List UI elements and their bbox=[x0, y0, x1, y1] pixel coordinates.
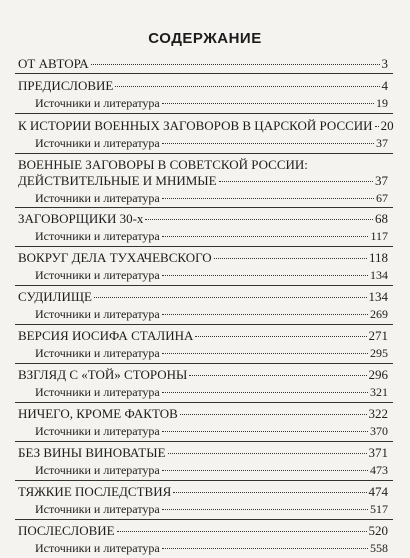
toc-entry-title: Источники и литература bbox=[35, 502, 160, 516]
toc-entry-title: Источники и литература bbox=[35, 346, 160, 360]
toc-entry bbox=[18, 289, 388, 305]
dot-leader bbox=[162, 275, 368, 276]
toc-subentry bbox=[35, 307, 388, 322]
toc-entry-title: СУДИЛИЩЕ bbox=[18, 289, 92, 304]
toc-entry-title: Источники и литература bbox=[35, 136, 160, 150]
dot-leader bbox=[91, 64, 380, 65]
dot-leader bbox=[162, 236, 369, 237]
section-divider bbox=[15, 441, 393, 442]
toc-entry-title: ДЕЙСТВИТЕЛЬНЫЕ И МНИМЫЕ bbox=[18, 173, 217, 188]
toc-entry-title: Источники и литература bbox=[35, 541, 160, 555]
dot-leader bbox=[117, 531, 367, 532]
section-divider bbox=[15, 73, 393, 74]
toc-entry-title: Источники и литература bbox=[35, 191, 160, 205]
toc-subentry bbox=[35, 385, 388, 400]
toc-entry-page: 269 bbox=[370, 307, 388, 321]
toc-entry-title: ТЯЖКИЕ ПОСЛЕДСТВИЯ bbox=[18, 484, 172, 499]
toc-entry-page: 19 bbox=[376, 96, 388, 110]
toc-entry-page: 371 bbox=[368, 445, 388, 460]
toc-entry-title: ОТ АВТОРА bbox=[18, 56, 89, 71]
dot-leader bbox=[162, 392, 368, 393]
toc-entry bbox=[18, 173, 388, 189]
toc-entry-page: 296 bbox=[368, 367, 388, 382]
toc-entry-page: 520 bbox=[368, 523, 388, 538]
dot-leader bbox=[162, 103, 374, 104]
toc-entry-title: НИЧЕГО, КРОМЕ ФАКТОВ bbox=[18, 406, 178, 421]
dot-leader bbox=[189, 375, 366, 376]
dot-leader bbox=[162, 470, 368, 471]
toc-entry bbox=[18, 445, 388, 461]
toc-entry-page: 321 bbox=[370, 385, 388, 399]
toc-entry-title: БЕЗ ВИНЫ ВИНОВАТЫЕ bbox=[18, 445, 166, 460]
toc-entry-title: Источники и литература bbox=[35, 307, 160, 321]
toc-entry bbox=[18, 211, 388, 227]
toc-entry bbox=[18, 406, 388, 422]
dot-leader bbox=[115, 86, 379, 87]
toc-subentry bbox=[35, 424, 388, 439]
toc-entry-title: ВОЕННЫЕ ЗАГОВОРЫ В СОВЕТСКОЙ РОССИИ: bbox=[18, 157, 308, 172]
toc-entry-title: ПРЕДИСЛОВИЕ bbox=[18, 78, 114, 93]
toc-subentry bbox=[35, 346, 388, 361]
dot-leader bbox=[162, 548, 368, 549]
section-divider bbox=[15, 153, 393, 154]
toc-entry-page: 295 bbox=[370, 346, 388, 360]
toc-entry bbox=[18, 157, 388, 173]
toc-entry bbox=[18, 78, 388, 94]
section-divider bbox=[15, 246, 393, 247]
dot-leader bbox=[162, 509, 368, 510]
dot-leader bbox=[168, 453, 367, 454]
toc-entry-page: 474 bbox=[368, 484, 388, 499]
toc-subentry bbox=[35, 463, 388, 478]
toc-subentry bbox=[35, 136, 388, 151]
toc-subentry bbox=[35, 541, 388, 556]
dot-leader bbox=[162, 198, 374, 199]
toc-entry-title: К ИСТОРИИ ВОЕННЫХ ЗАГОВОРОВ В ЦАРСКОЙ РОССИИ bbox=[18, 118, 373, 133]
toc-entry-title: ЗАГОВОРЩИКИ 30-х bbox=[18, 211, 144, 226]
toc-entry-title: ВЕРСИЯ ИОСИФА СТАЛИНА bbox=[18, 328, 194, 343]
toc-entry-page: 118 bbox=[368, 250, 388, 265]
dot-leader bbox=[173, 492, 366, 493]
toc-subentry bbox=[35, 268, 388, 283]
toc-entry-page: 558 bbox=[370, 541, 388, 555]
toc-subentry bbox=[35, 229, 388, 244]
section-divider bbox=[15, 285, 393, 286]
toc-entry-page: 517 bbox=[370, 502, 388, 516]
section-divider bbox=[15, 363, 393, 364]
toc-entry-page: 20 bbox=[380, 118, 394, 133]
section-divider bbox=[15, 402, 393, 403]
dot-leader bbox=[219, 181, 373, 182]
toc-entry-title: Источники и литература bbox=[35, 268, 160, 282]
toc-entry bbox=[18, 523, 388, 539]
toc-entry-title: Источники и литература bbox=[35, 229, 160, 243]
toc-entry-page: 271 bbox=[368, 328, 388, 343]
toc-entry-page: 134 bbox=[368, 289, 388, 304]
toc-entry bbox=[18, 118, 394, 134]
dot-leader bbox=[195, 336, 366, 337]
toc-subentry bbox=[35, 96, 388, 111]
toc-entry-title: ВЗГЛЯД С «ТОЙ» СТОРОНЫ bbox=[18, 367, 188, 382]
toc-entry bbox=[18, 367, 388, 383]
dot-leader bbox=[162, 431, 368, 432]
section-divider bbox=[15, 519, 393, 520]
dot-leader bbox=[145, 219, 373, 220]
toc-entry-page: 3 bbox=[381, 56, 388, 71]
dot-leader bbox=[162, 353, 368, 354]
toc-entry-page: 117 bbox=[370, 229, 388, 243]
toc-entry-title: ВОКРУГ ДЕЛА ТУХАЧЕВСКОГО bbox=[18, 250, 212, 265]
dot-leader bbox=[162, 314, 368, 315]
toc-entry-title: Источники и литература bbox=[35, 463, 160, 477]
toc-entry bbox=[18, 56, 388, 72]
dot-leader bbox=[162, 143, 374, 144]
toc-entry-page: 322 bbox=[368, 406, 388, 421]
section-divider bbox=[15, 324, 393, 325]
dot-leader bbox=[214, 258, 367, 259]
page-title: СОДЕРЖАНИЕ bbox=[148, 30, 262, 47]
toc-subentry bbox=[35, 502, 388, 517]
toc-entry-title: Источники и литература bbox=[35, 424, 160, 438]
toc-entry-title: Источники и литература bbox=[35, 385, 160, 399]
dot-leader bbox=[375, 126, 379, 127]
toc-entry bbox=[18, 250, 388, 266]
section-divider bbox=[15, 480, 393, 481]
toc-entry-page: 134 bbox=[370, 268, 388, 282]
toc-entry-title: Источники и литература bbox=[35, 96, 160, 110]
section-divider bbox=[15, 113, 393, 114]
toc-entry-page: 68 bbox=[375, 211, 388, 226]
toc-entry-page: 37 bbox=[375, 173, 388, 188]
dot-leader bbox=[94, 297, 367, 298]
toc-entry-page: 370 bbox=[370, 424, 388, 438]
toc-entry-page: 67 bbox=[376, 191, 388, 205]
toc-entry bbox=[18, 484, 388, 500]
toc-subentry bbox=[35, 191, 388, 206]
toc-entry bbox=[18, 328, 388, 344]
toc-entry-page: 473 bbox=[370, 463, 388, 477]
toc-entry-title: ПОСЛЕСЛОВИЕ bbox=[18, 523, 115, 538]
dot-leader bbox=[180, 414, 367, 415]
toc-entry-page: 37 bbox=[376, 136, 388, 150]
toc-entry-page: 4 bbox=[381, 78, 388, 93]
section-divider bbox=[15, 207, 393, 208]
